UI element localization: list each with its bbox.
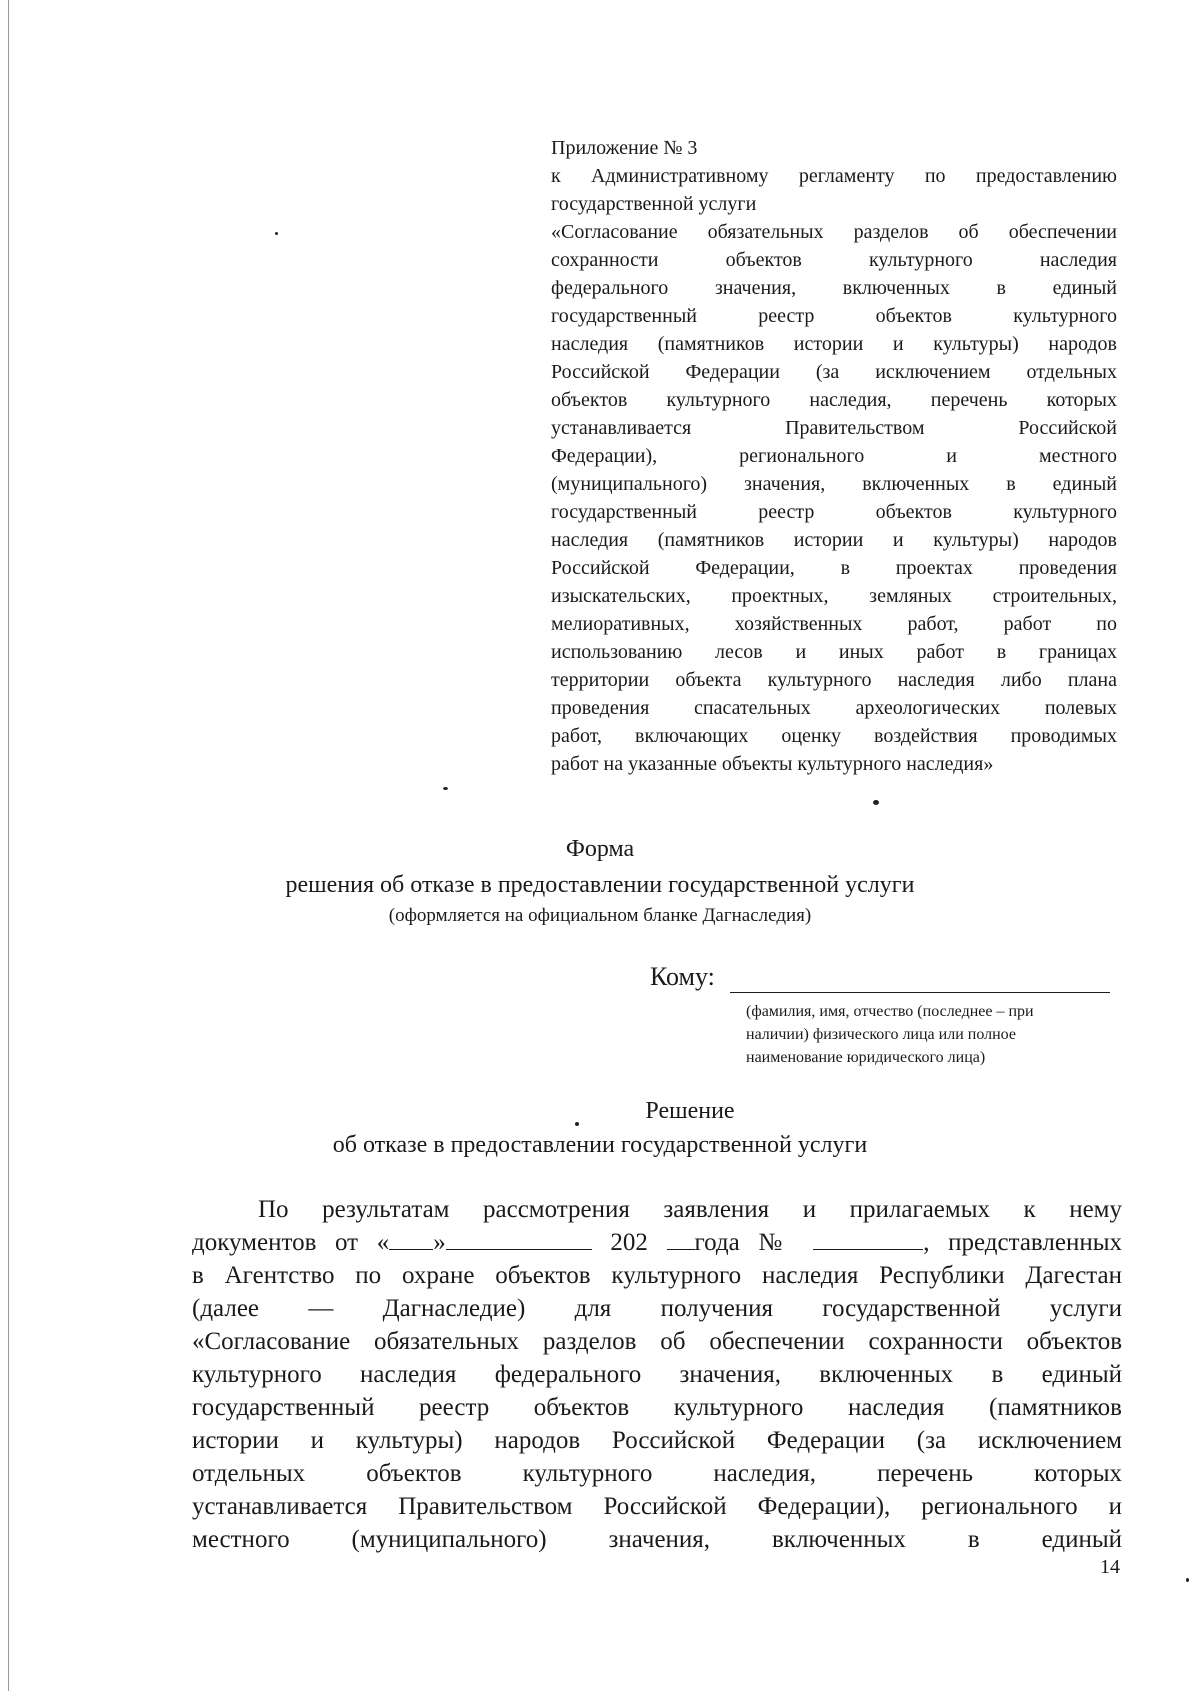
- body-line: местного (муниципального) значения, включенных в единый: [192, 1526, 1122, 1553]
- decision-title: Решение: [645, 1098, 735, 1124]
- form-note: (оформляется на официальном бланке Дагнаследия): [388, 905, 812, 926]
- month-blank: [446, 1227, 592, 1250]
- service-name-line: территории объекта культурного наследия либо плана: [551, 669, 1117, 691]
- day-blank: [389, 1227, 433, 1250]
- body-line: (далее — Дагнаследие) для получения государственной услуги: [192, 1295, 1122, 1322]
- body-line: истории и культуры) народов Российской Федерации (за исключением: [192, 1427, 1122, 1454]
- recipient-row: [650, 962, 1120, 998]
- body-line-with-blanks: [192, 1226, 1122, 1259]
- service-name-line: Российской Федерации (за исключением отдельных: [551, 361, 1117, 383]
- service-name-line: наследия (памятников истории и культуры) народов: [551, 333, 1117, 355]
- appendix-reglament-line: государственной услуги: [551, 193, 757, 215]
- service-name-line: изыскательских, проектных, земляных строительных,: [551, 585, 1117, 607]
- service-name-line: «Согласование обязательных разделов об обеспечении: [551, 221, 1117, 243]
- service-name-line: работ на указанные объекты культурного наследия»: [551, 753, 994, 775]
- body-line: культурного наследия федерального значения, включенных в единый: [192, 1361, 1122, 1388]
- recipient-label: Кому:: [650, 962, 715, 991]
- service-name-line: работ, включающих оценку воздействия проводимых: [551, 725, 1117, 747]
- recipient-hint-line: наличии) физического лица или полное: [746, 1026, 1016, 1043]
- recipient-blank-line: [730, 992, 1110, 993]
- service-name-line: Федерации), регионального и местного: [551, 445, 1117, 467]
- date-prefix: документов от «: [192, 1229, 390, 1256]
- recipient-hint: [746, 1000, 1126, 1069]
- date-quote: »: [433, 1229, 446, 1256]
- represented-text: , представленных: [923, 1229, 1123, 1256]
- form-title: Форма: [565, 836, 635, 862]
- service-name-line: проведения спасательных археологических полевых: [551, 697, 1117, 719]
- service-name-line: мелиоративных, хозяйственных работ, работ по: [551, 613, 1117, 635]
- scan-speck: [275, 232, 278, 235]
- service-name-line: сохранности объектов культурного наследия: [551, 249, 1117, 271]
- decision-body: [192, 1193, 1122, 1556]
- scan-speck: [575, 1122, 579, 1126]
- page-number: 14: [1100, 1556, 1120, 1578]
- service-name-line: использованию лесов и иных работ в границах: [551, 641, 1117, 663]
- service-name-line: государственный реестр объектов культурного: [551, 305, 1117, 327]
- scan-speck: [443, 787, 448, 790]
- form-subtitle: решения об отказе в предоставлении государственной услуги: [285, 872, 915, 898]
- service-name-line: объектов культурного наследия, перечень которых: [551, 389, 1117, 411]
- service-name-line: устанавливается Правительством Российской: [551, 417, 1117, 439]
- body-line: устанавливается Правительством Российской Федерации), регионального и: [192, 1493, 1122, 1520]
- body-line: «Согласование обязательных разделов об обеспечении сохранности объектов: [192, 1328, 1122, 1355]
- scan-speck: [873, 800, 879, 805]
- appendix-number: Приложение № 3: [551, 137, 698, 159]
- body-line: По результатам рассмотрения заявления и прилагаемых к нему: [258, 1196, 1122, 1223]
- scan-speck: [1186, 1578, 1189, 1582]
- recipient-hint-line: (фамилия, имя, отчество (последнее – при: [746, 1003, 1034, 1020]
- service-name-line: федерального значения, включенных в единый: [551, 277, 1117, 299]
- body-line: государственный реестр объектов культурного наследия (памятников: [192, 1394, 1122, 1421]
- appendix-reglament-line: к Административному регламенту по предоставлению: [551, 165, 1117, 187]
- service-name-line: (муниципального) значения, включенных в единый: [551, 473, 1117, 495]
- service-name-line: государственный реестр объектов культурного: [551, 501, 1117, 523]
- body-line: в Агентство по охране объектов культурного наследия Республики Дагестан: [192, 1262, 1122, 1289]
- service-name-line: наследия (памятников истории и культуры) народов: [551, 529, 1117, 551]
- number-label: года №: [694, 1229, 795, 1256]
- appendix-header-block: [551, 134, 1117, 778]
- year-blank: [667, 1227, 695, 1250]
- year-prefix: 202: [591, 1229, 648, 1256]
- number-blank: [813, 1227, 923, 1250]
- body-line: отдельных объектов культурного наследия, перечень которых: [192, 1460, 1122, 1487]
- decision-subtitle: об отказе в предоставлении государственной услуги: [332, 1132, 868, 1158]
- service-name-line: Российской Федерации, в проектах проведения: [551, 557, 1117, 579]
- recipient-hint-line: наименование юридического лица): [746, 1049, 986, 1066]
